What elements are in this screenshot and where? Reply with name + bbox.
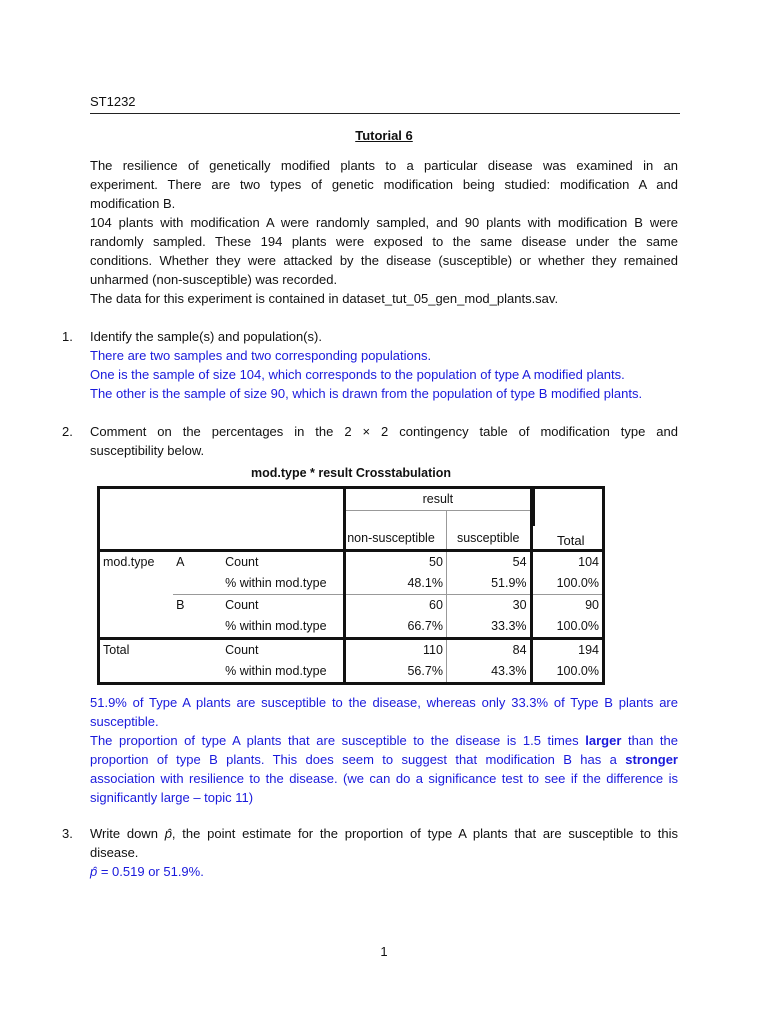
q3-number: 3. <box>62 826 73 841</box>
result-header: result <box>345 488 531 511</box>
q1-text: Identify the sample(s) and population(s). <box>90 329 322 344</box>
intro-line: conditions. Whether they were attacked by the disease (susceptible) or whether they remained <box>90 253 678 268</box>
q2-answer-line: significantly large – topic 11) <box>90 790 254 805</box>
p-hat-symbol: p̂ <box>90 864 98 879</box>
cell: 54 <box>446 551 531 574</box>
q1-answer-line: The other is the sample of size 90, which is drawn from the population of type B modified plants. <box>90 386 643 401</box>
stat-label: % within mod.type <box>225 664 327 678</box>
p-hat-symbol: p̂ <box>164 826 172 841</box>
group-label: B <box>173 595 222 639</box>
cell: 110 <box>345 639 447 662</box>
stat-label: % within mod.type <box>225 576 327 590</box>
q2-number: 2. <box>62 424 73 439</box>
q2-answer-line: 51.9% of Type A plants are susceptible to the disease, whereas only 33.3% of Type B plants are <box>90 695 678 710</box>
stat-label: Count <box>222 595 345 617</box>
col-header: non-susceptible <box>345 511 447 551</box>
stat-label: % within mod.type <box>225 619 327 633</box>
stat-label: Count <box>225 555 259 569</box>
intro-line: randomly sampled. These 194 plants were exposed to the same disease under the same <box>90 234 678 249</box>
emphasis: stronger <box>625 752 678 767</box>
question-3 <box>90 824 678 881</box>
corner-cell <box>99 488 345 551</box>
crosstab-title: mod.type * result Crosstabulation <box>250 466 452 480</box>
q2-text: Comment on the percentages in the 2 × 2 contingency table of modification type and <box>90 424 678 439</box>
intro-line: The resilience of genetically modified plants to a particular disease was examined in an <box>90 158 678 173</box>
text: than the <box>621 733 678 748</box>
cell: 51.9% <box>446 573 531 595</box>
cell: 104 <box>531 551 603 574</box>
text: = 0.519 or 51.9%. <box>97 864 204 879</box>
group-label: A <box>176 555 185 569</box>
cell: 60 <box>345 595 447 617</box>
q2-answer-line: susceptible. <box>90 714 159 729</box>
intro-paragraph <box>90 156 678 308</box>
page-title: Tutorial 6 <box>355 128 413 143</box>
emphasis: larger <box>585 733 622 748</box>
q3-text: disease. <box>90 845 139 860</box>
q2-answer-line <box>90 750 678 769</box>
col-header: susceptible <box>446 511 531 551</box>
q1-answer-line: There are two samples and two corresponding populations. <box>90 348 432 363</box>
cell: 194 <box>531 639 603 662</box>
cell: 100.0% <box>531 573 603 595</box>
total-row-label: Total <box>103 643 130 657</box>
cell: 33.3% <box>446 616 531 639</box>
intro-line: modification B. <box>90 196 176 211</box>
course-code: ST1232 <box>90 94 136 109</box>
cell: 84 <box>446 639 531 662</box>
stat-label: Count <box>225 643 259 657</box>
q1-answer-line: One is the sample of size 104, which corresponds to the population of type A modified plants. <box>90 367 625 382</box>
cell: 90 <box>531 595 603 617</box>
page-number: 1 <box>380 944 388 959</box>
header-rule <box>90 113 680 114</box>
cell: 100.0% <box>531 616 603 639</box>
question-1 <box>90 327 678 403</box>
intro-line: The data for this experiment is contained in dataset_tut_05_gen_mod_plants.sav. <box>90 291 559 306</box>
crosstab-table <box>97 486 605 685</box>
cell: 66.7% <box>345 616 447 639</box>
cell: 50 <box>345 551 447 574</box>
q2-answer <box>90 693 678 807</box>
cell: 56.7% <box>345 661 447 684</box>
q3-answer <box>90 862 678 881</box>
row-var-label: mod.type <box>103 555 155 569</box>
col-header: Total <box>557 533 585 548</box>
q1-number: 1. <box>62 329 73 344</box>
question-2 <box>90 422 678 460</box>
intro-line: unharmed (non-susceptible) was recorded. <box>90 272 338 287</box>
intro-line: experiment. There are two types of genetic modification being studied: modification A and <box>90 177 678 192</box>
intro-line: 104 plants with modification A were randomly sampled, and 90 plants with modification B were <box>90 215 678 230</box>
cell: 43.3% <box>446 661 531 684</box>
text: The proportion of type A plants that are susceptible to the disease is 1.5 times <box>90 733 586 748</box>
text: proportion of type B plants. This does seem to suggest that modification B has a <box>90 752 626 767</box>
q2-text: susceptibility below. <box>90 443 205 458</box>
cell: 30 <box>446 595 531 617</box>
q2-answer-line: association with resilience to the disease. (we can do a significance test to see if the difference is <box>90 771 678 786</box>
cell: 48.1% <box>345 573 447 595</box>
cell: 100.0% <box>531 661 603 684</box>
q2-answer-line <box>90 731 678 750</box>
q3-text <box>90 824 678 843</box>
text: Write down <box>90 826 165 841</box>
text: , the point estimate for the proportion of type A plants that are susceptible to this <box>171 826 678 841</box>
